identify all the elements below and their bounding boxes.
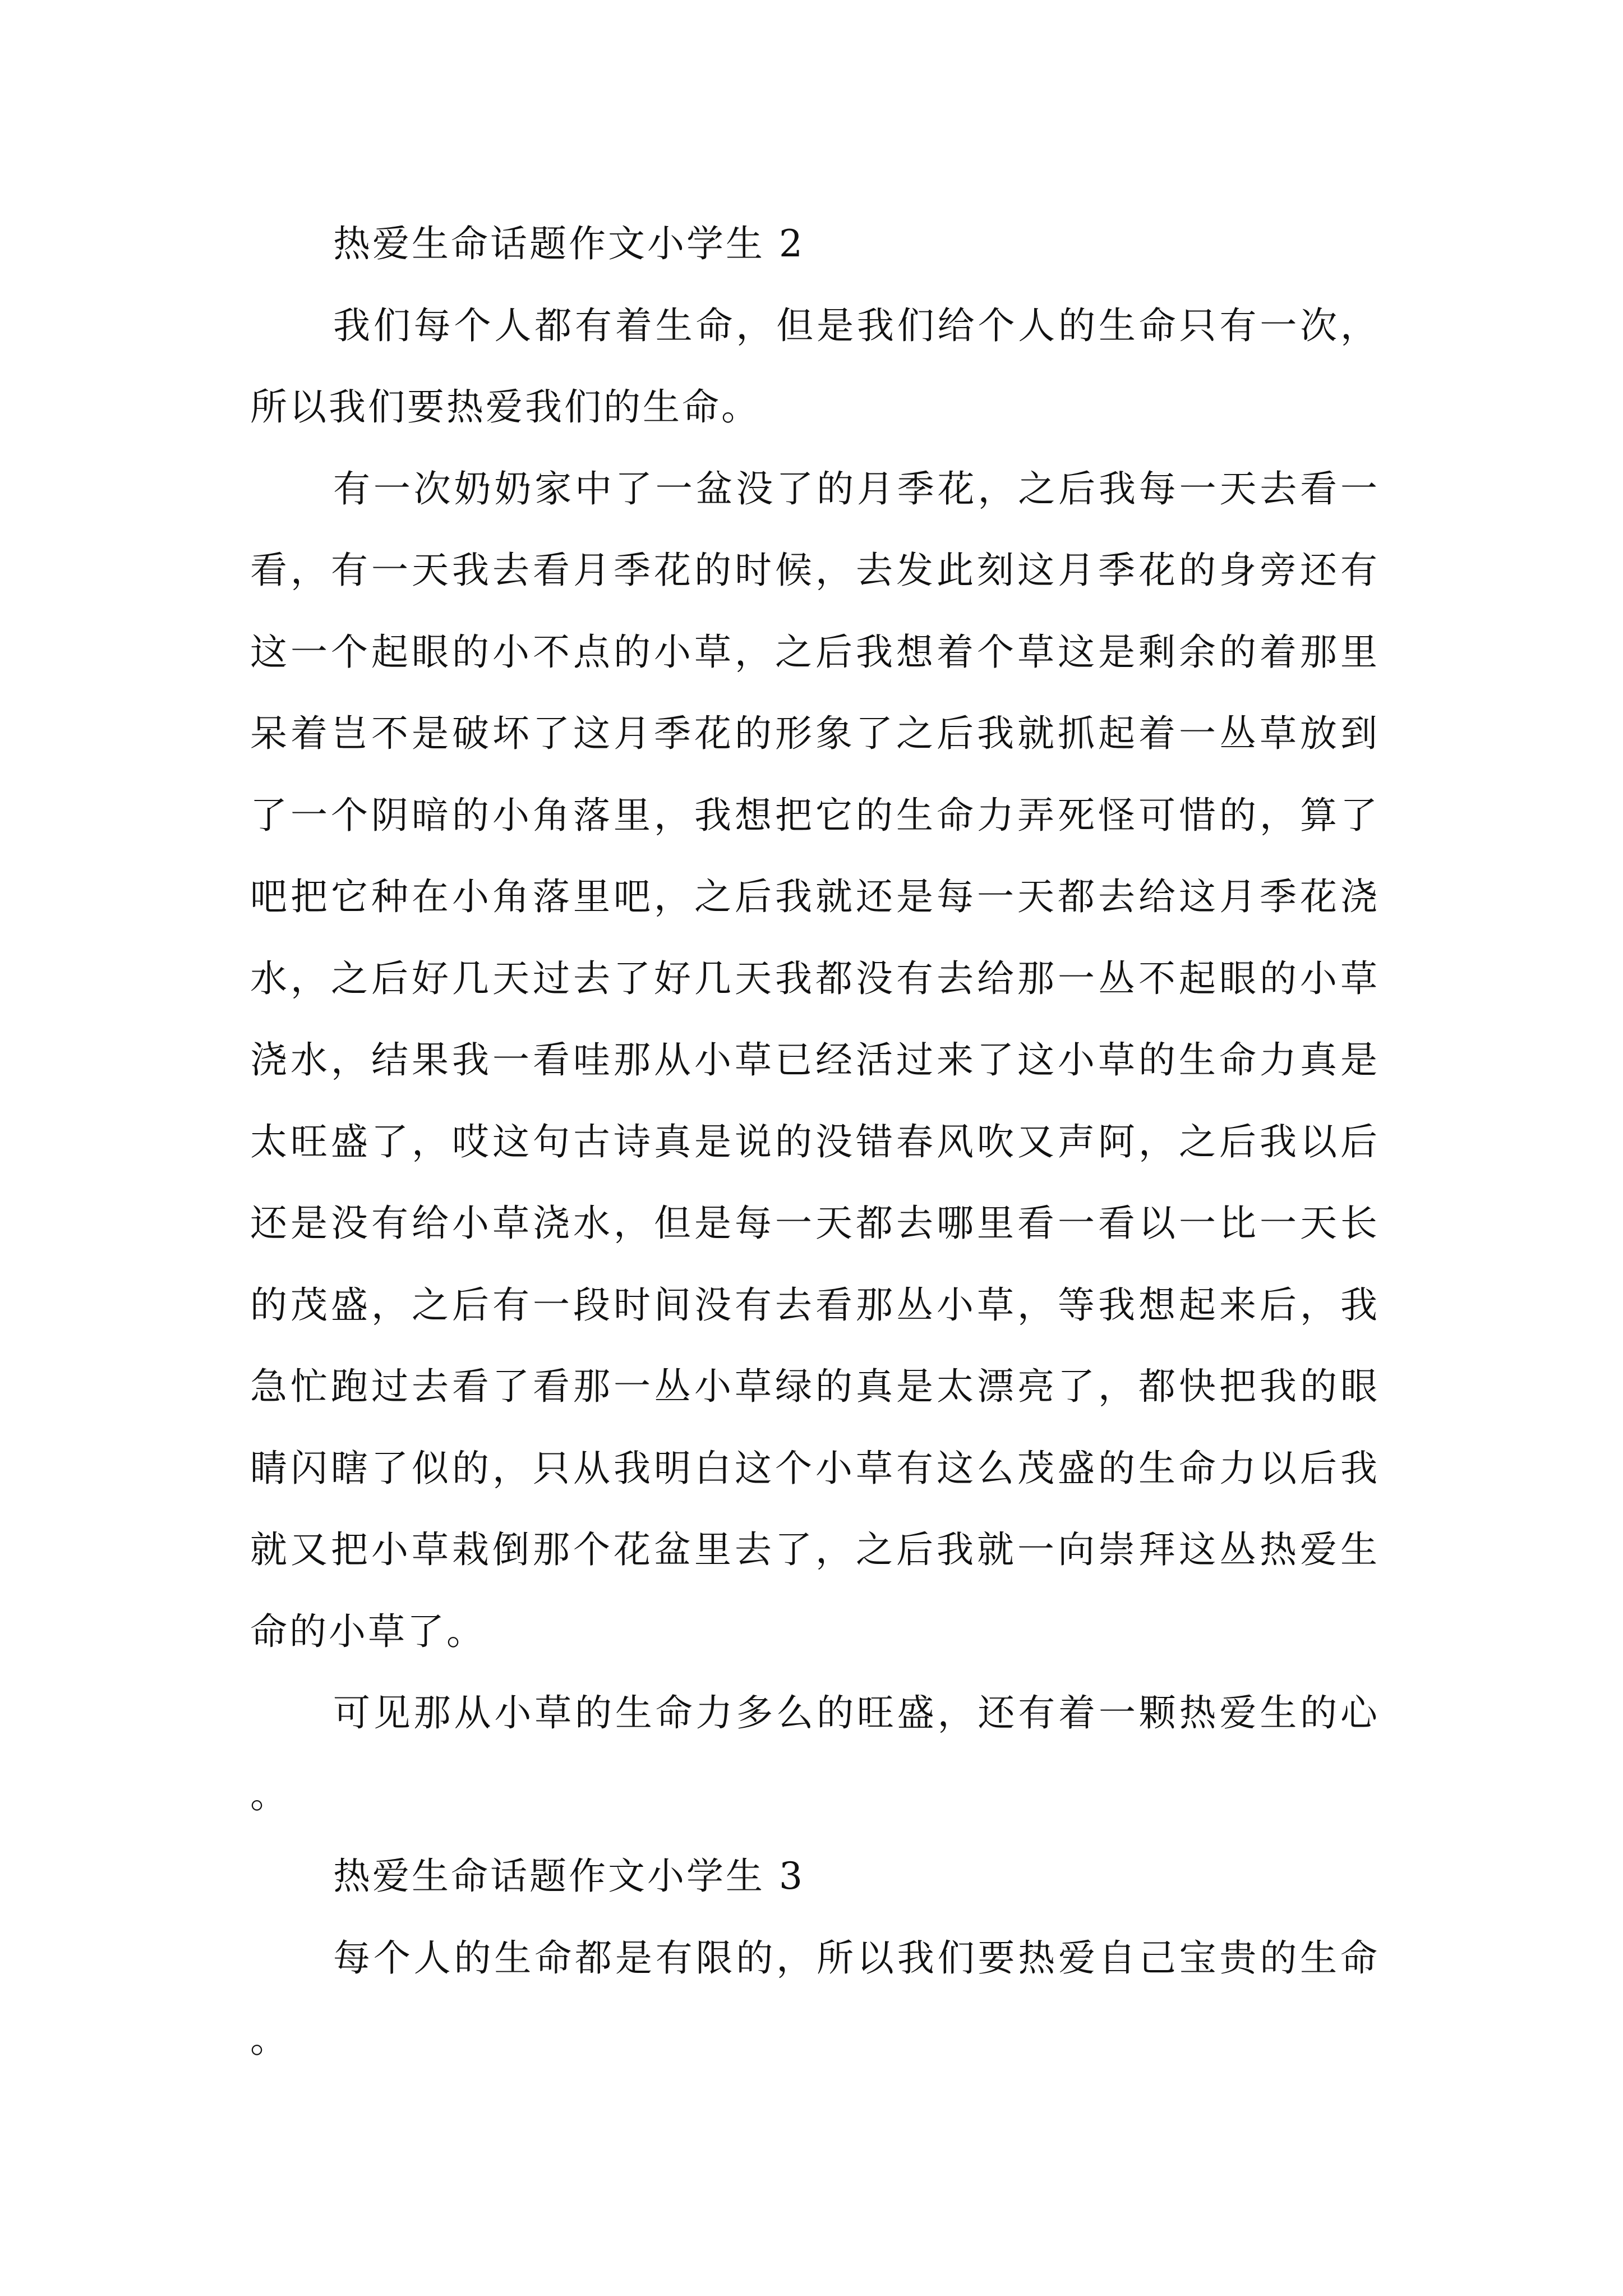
paragraph: 有一次奶奶家中了一盆没了的月季花，之后我每一天去看一看，有一天我去看月季花的时候，去发此刻这月季花的身旁还有这一个起眼的小不点的小草，之后我想着个草这是剩余的着那里呆着岂不是破坏了这月季花的形象了之后我就抓起着一丛草放到了一个阴暗的小角落里，我想把它的生命力弄死怪可惜的，算了吧把它种在小角落里吧，之后我就还是每一天都去给这月季花浇水，之后好几天过去了好几天我都没有去给那一丛不起眼的小草浇水，结果我一看哇那从小草已经活过来了这小草的生命力真是太旺盛了，哎这句古诗真是说的没错春风吹又声阿，之后我以后还是没有给小草浇水，但是每一天都去哪里看一看以一比一天长的茂盛，之后有一段时间没有去看那丛小草，等我想起来后，我急忙跑过去看了看那一丛小草绿的真是太漂亮了，都快把我的眼睛闪瞎了似的，只从我明白这个小草有这么茂盛的生命力以后我就又把小草栽倒那个花盆里去了，之后我就一向崇拜这丛热爱生命的小草了。	[250, 467, 1380, 1653]
essay-heading-3: 热爱生命话题作文小学生 3	[333, 1855, 805, 1898]
paragraph: 可见那从小草的生命力多么的旺盛，还有着一颗热爱生的心。	[250, 1691, 1380, 1816]
paragraph: 每个人的生命都是有限的，所以我们要热爱自己宝贵的生命。	[250, 1936, 1380, 2061]
document-body	[250, 203, 1380, 2081]
paragraph: 我们每个人都有着生命，但是我们给个人的生命只有一次，所以我们要热爱我们的生命。	[250, 303, 1380, 429]
essay-heading-2: 热爱生命话题作文小学生 2	[333, 222, 805, 265]
